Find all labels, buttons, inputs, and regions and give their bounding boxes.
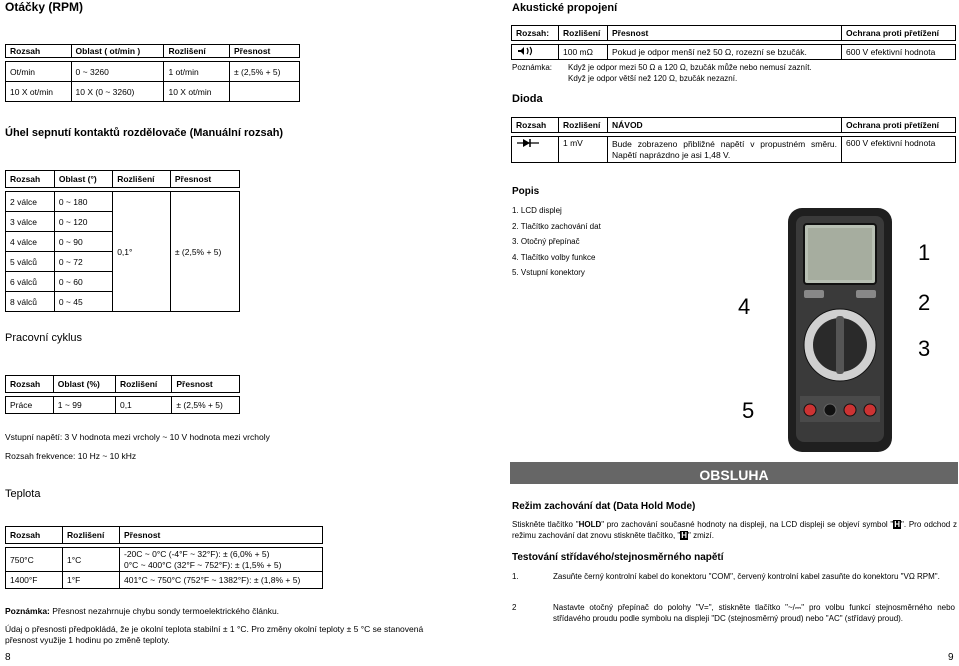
popis-list <box>512 206 601 284</box>
acoustic-cell: 600 V efektivní hodnota <box>842 45 956 60</box>
hold-symbol: H <box>894 520 901 529</box>
duty-table <box>5 375 240 414</box>
temp-cell: 1400°F <box>6 572 63 589</box>
obsluha-banner: OBSLUHA <box>510 462 958 484</box>
hold-button <box>856 290 876 298</box>
temp-note <box>5 606 279 617</box>
input-jack <box>844 404 856 416</box>
ac-item-num: 1. <box>512 572 519 581</box>
duty-header: Přesnost <box>172 376 240 393</box>
rpm-table <box>5 44 300 102</box>
callout-label: 5 <box>742 398 755 423</box>
temp-cell: 1°F <box>63 572 120 589</box>
diode-header: Rozlišení <box>559 118 608 133</box>
input-jack <box>864 404 876 416</box>
dwell-accuracy: ± (2,5% + 5) <box>170 192 239 312</box>
continuity-buzzer-icon <box>516 46 538 56</box>
accuracy-note: Údaj o přesnosti předpokládá, že je okolní teplota stabilní ± 1 °C. Pro změny okolní teploty ± 5 °C se stanovená přesnost využije 1 hodinu po změně teploty. <box>5 624 424 645</box>
dwell-cell: 0 ~ 90 <box>54 232 112 252</box>
rpm-cell: ± (2,5% + 5) <box>230 62 300 82</box>
rpm-header: Přesnost <box>230 45 300 58</box>
acoustic-title: Akustické propojení <box>512 2 618 14</box>
rpm-cell <box>230 82 300 102</box>
dwell-cell: 2 válce <box>6 192 55 212</box>
duty-cell: Práce <box>6 397 54 414</box>
dwell-cell: 0 ~ 60 <box>54 272 112 292</box>
acoustic-header: Přesnost <box>608 26 842 41</box>
dwell-cell: 5 válců <box>6 252 55 272</box>
acoustic-cell: 100 mΩ <box>559 45 608 60</box>
function-button <box>804 290 824 298</box>
list-item: 2. Tlačítko zachování dat <box>512 221 601 231</box>
callout-label: 4 <box>738 294 751 319</box>
diode-cell: 600 V efektivní hodnota <box>842 137 956 163</box>
dwell-title: Úhel sepnutí kontaktů rozdělovače (Manuální rozsah) <box>5 127 284 139</box>
rpm-cell: 10 X ot/min <box>6 82 72 102</box>
input-voltage: Vstupní napětí: 3 V hodnota mezi vrcholy ~ 10 V hodnota mezi vrcholy <box>5 432 270 442</box>
multimeter-illustration <box>780 200 900 458</box>
duty-header: Rozlišení <box>115 376 171 393</box>
acoustic-note-label: Poznámka: <box>512 63 553 72</box>
diode-symbol-cell <box>512 137 559 163</box>
temp-header: Rozlišení <box>63 527 120 544</box>
list-item: 5. Vstupní konektory <box>512 268 585 278</box>
dwell-resolution: 0,1° <box>113 192 171 312</box>
freq-range: Rozsah frekvence: 10 Hz ~ 10 kHz <box>5 451 137 461</box>
hold-text-part: " zmizí. <box>688 530 714 540</box>
ac-item-text: Zasuňte černý kontrolní kabel do konektoru "COM", červený kontrolní kabel zasuňte do konektoru "VΩ RPM". <box>553 572 940 581</box>
hold-text-part: " pro zachování současné hodnoty na displeji, na LCD displeji se objeví symbol " <box>601 520 894 529</box>
acoustic-header: Rozlišení <box>559 26 608 41</box>
temp-note-label: Poznámka: <box>5 606 50 616</box>
page-number-right: 9 <box>948 652 954 663</box>
dwell-header: Přesnost <box>170 171 239 188</box>
dwell-cell: 6 válců <box>6 272 55 292</box>
temp-cell: -20C ~ 0°C (-4°F ~ 32°F): ± (6,0% + 5) 0°C ~ 400°C (32°F ~ 752°F): ± (1,5% + 5) <box>120 548 323 572</box>
input-jack <box>804 404 816 416</box>
temp-cell: 750°C <box>6 548 63 572</box>
duty-cell: 0,1 <box>115 397 171 414</box>
acoustic-note-1: Když je odpor mezi 50 Ω a 120 Ω, bzučák může nebo nemusí zaznít. <box>568 63 812 72</box>
hold-text <box>512 520 957 542</box>
dwell-header: Oblast (°) <box>54 171 112 188</box>
temp-table <box>5 526 323 589</box>
duty-cell: ± (2,5% + 5) <box>172 397 240 414</box>
list-item: 1. LCD displej <box>512 206 562 215</box>
input-jack <box>824 404 836 416</box>
popis-title: Popis <box>512 186 540 197</box>
acoustic-table <box>511 25 956 60</box>
hold-text-part: Stiskněte tlačítko " <box>512 520 579 529</box>
diode-header: Rozsah <box>512 118 559 133</box>
dwell-table <box>5 170 240 312</box>
acoustic-header: Ochrana proti přetížení <box>842 26 956 41</box>
dwell-cell: 0 ~ 180 <box>54 192 112 212</box>
temp-header: Přesnost <box>120 527 323 544</box>
diode-table <box>511 117 956 163</box>
dwell-cell: 0 ~ 45 <box>54 292 112 312</box>
ac-dc-title: Testování střídavého/stejnosměrného napětí <box>512 552 724 563</box>
temp-cell: 1°C <box>63 548 120 572</box>
duty-header: Oblast (%) <box>53 376 115 393</box>
hold-symbol: H <box>681 530 688 540</box>
acoustic-note-2: Když je odpor větší než 120 Ω, bzučák nezazní. <box>568 74 738 83</box>
rpm-header: Oblast ( ot/min ) <box>71 45 164 58</box>
temp-note-text: Přesnost nezahrnuje chybu sondy termoelektrického článku. <box>49 606 280 616</box>
diode-title: Dioda <box>512 93 543 105</box>
diode-cell: 1 mV <box>559 137 608 163</box>
dwell-cell: 0 ~ 72 <box>54 252 112 272</box>
dwell-cell: 8 válců <box>6 292 55 312</box>
acoustic-header: Rozsah: <box>512 26 559 41</box>
rpm-cell: 0 ~ 3260 <box>71 62 164 82</box>
temp-cell: 401°C ~ 750°C (752°F ~ 1382°F): ± (1,8% + 5) <box>120 572 323 589</box>
duty-cell: 1 ~ 99 <box>53 397 115 414</box>
rpm-cell: 1 ot/min <box>164 62 230 82</box>
acoustic-cell: Pokud je odpor menší než 50 Ω, rozezní se bzučák. <box>608 45 842 60</box>
diode-header: Ochrana proti přetížení <box>842 118 956 133</box>
hold-text-part: ". Pro odchod z režimu zachování dat znovu stiskněte tlačítko, " <box>512 520 957 540</box>
ac-item-num: 2 <box>512 603 517 612</box>
dwell-cell: 0 ~ 120 <box>54 212 112 232</box>
rpm-title: Otáčky (RPM) <box>5 0 84 14</box>
list-item: 4. Tlačítko volby funkce <box>512 252 596 262</box>
temp-header: Rozsah <box>6 527 63 544</box>
duty-header: Rozsah <box>6 376 54 393</box>
duty-title: Pracovní cyklus <box>5 332 83 344</box>
hold-bold: HOLD <box>578 520 602 529</box>
rpm-header: Rozlišení <box>164 45 230 58</box>
dwell-cell: 4 válce <box>6 232 55 252</box>
temp-title: Teplota <box>5 488 41 500</box>
rpm-cell: Ot/min <box>6 62 72 82</box>
callout-label: 3 <box>918 336 931 361</box>
callout-label: 2 <box>918 290 931 315</box>
ac-item-text: Nastavte otočný přepínač do polohy "V=", stiskněte tlačítko "~/⎓" pro volbu funkcí stejnosměrného nebo střídavého proudu podle symbolu na displeji "DC (stejnosměrný proud) nebo "AC" (střídavý proud). <box>553 603 955 623</box>
rpm-cell: 10 X (0 ~ 3260) <box>71 82 164 102</box>
diode-header: NÁVOD <box>608 118 842 133</box>
buzzer-symbol-cell <box>512 45 559 60</box>
list-item: 3. Otočný přepínač <box>512 237 580 247</box>
dwell-header: Rozsah <box>6 171 55 188</box>
callout-label: 1 <box>918 240 931 265</box>
hold-title: Režim zachování dat (Data Hold Mode) <box>512 501 696 512</box>
rpm-cell: 10 X ot/min <box>164 82 230 102</box>
diode-icon <box>516 138 540 148</box>
page-number-left: 8 <box>5 652 11 663</box>
rpm-header: Rozsah <box>6 45 72 58</box>
dwell-cell: 3 válce <box>6 212 55 232</box>
dwell-header: Rozlišení <box>113 171 171 188</box>
diode-cell: Bude zobrazeno přibližné napětí v propustném směru. Napětí naprázdno je asi 1,48 V. <box>608 137 842 163</box>
